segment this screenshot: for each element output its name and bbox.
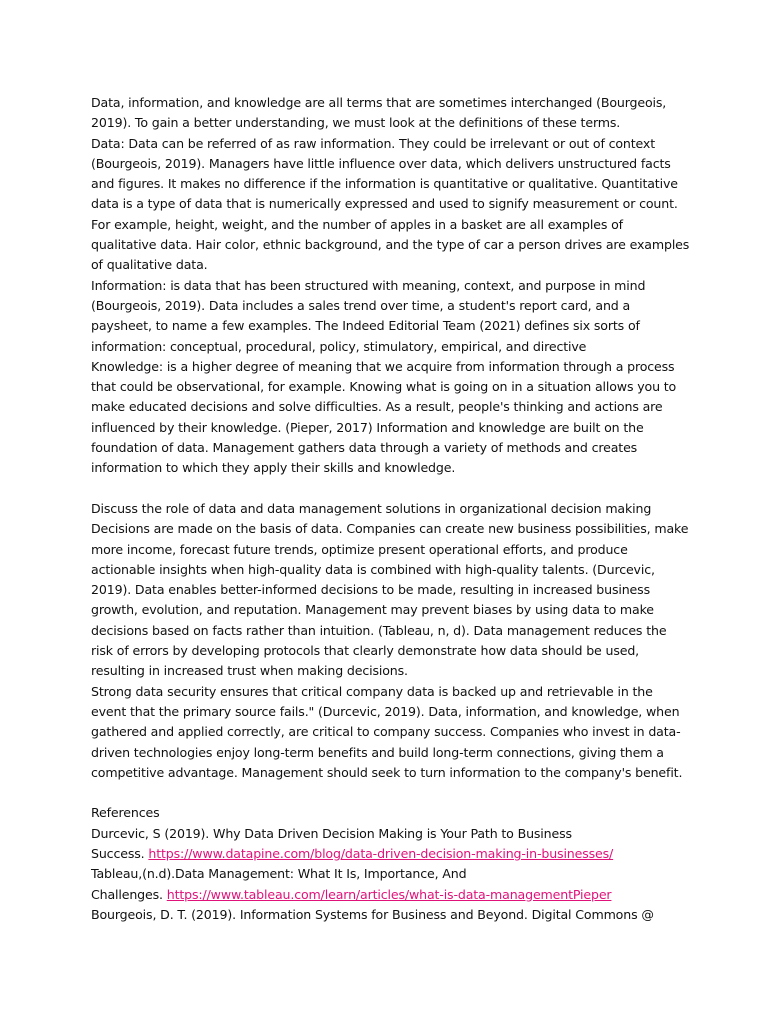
reference-item: [91, 824, 691, 865]
reference-link[interactable]: https://www.tableau.com/learn/articles/what-is-data-managementPieper: [166, 886, 612, 902]
knowledge-definition-paragraph: Knowledge: is a higher degree of meaning that we acquire from information through a process that could be observational, for example. Knowing what is going on in a situation allows you to make educated decisions and solve difficulties. As a result, people's thinking and actions are influenced by their knowledge. (Pieper, 2017) Information and knowledge are built on the foundation of data. Management gathers data through a variety of methods and creates information to which they apply their skills and knowledge.: [91, 358, 677, 476]
discussion-heading: Discuss the role of data and data management solutions in organizational decision making: [91, 500, 652, 516]
document-page: [91, 93, 691, 925]
discussion-paragraph: Decisions are made on the basis of data. Companies can create new business possibilities, make more income, forecast future trends, optimize present operational efforts, and produce actionable insights when high-quality data is combined with high-quality talents. (Durcevic, 2019). Data enables better-informed decisions to be made, resulting in increased business growth, evolution, and reputation. Management may prevent biases by using data to make decisions based on facts rather than intuition. (Tableau, n, d). Data management reduces the risk of errors by developing protocols that clearly demonstrate how data should be used, resulting in increased trust when making decisions.: [91, 521, 689, 679]
spacer: [91, 479, 691, 499]
reference-link-line: [91, 844, 691, 864]
data-security-paragraph: Strong data security ensures that critical company data is backed up and retrievable in the event that the primary source fails." (Durcevic, 2019). Data, information, and knowledge, when gathered and applied correctly, are critical to company success. Companies who invest in data-driven technologies enjoy long-term benefits and build long-term connections, giving them a competitive advantage. Management should seek to turn information to the company's benefit.: [91, 683, 683, 780]
reference-item: [91, 905, 691, 925]
reference-item: [91, 864, 691, 905]
reference-citation: Bourgeois, D. T. (2019). Information Systems for Business and Beyond. Digital Commons @: [91, 906, 654, 922]
intro-paragraph: Data, information, and knowledge are all terms that are sometimes interchanged (Bourgeois, 2019). To gain a better understanding, we must look at the definitions of these terms.: [91, 95, 667, 131]
reference-prefix: Challenges.: [91, 886, 167, 902]
reference-prefix: Success.: [91, 845, 149, 861]
information-definition-paragraph: Information: is data that has been structured with meaning, context, and purpose in mind (Bourgeois, 2019). Data includes a sales trend over time, a student's report card, and a paysheet, to name a few examples. The Indeed Editorial Team (2021) defines six sorts of information: conceptual, procedural, policy, stimulatory, empirical, and directive: [91, 277, 646, 354]
reference-citation: Durcevic, S (2019). Why Data Driven Decision Making is Your Path to Business: [91, 825, 572, 841]
references-heading: References: [91, 805, 160, 821]
reference-link[interactable]: https://www.datapine.com/blog/data-driven-decision-making-in-businesses/: [148, 845, 614, 861]
reference-citation: Tableau,(n.d).Data Management: What It Is, Importance, And: [91, 866, 467, 882]
data-definition-paragraph: Data: Data can be referred of as raw information. They could be irrelevant or out of context (Bourgeois, 2019). Managers have little influence over data, which delivers unstructured facts and figures. It makes no difference if the information is quantitative or qualitative. Quantitative data is a type of data that is numerically expressed and used to signify measurement or count. For example, height, weight, and the number of apples in a basket are all examples of qualitative data. Hair color, ethnic background, and the type of car a person drives are examples of qualitative data.: [91, 135, 690, 273]
reference-link-line: [91, 885, 691, 905]
spacer: [91, 783, 691, 803]
